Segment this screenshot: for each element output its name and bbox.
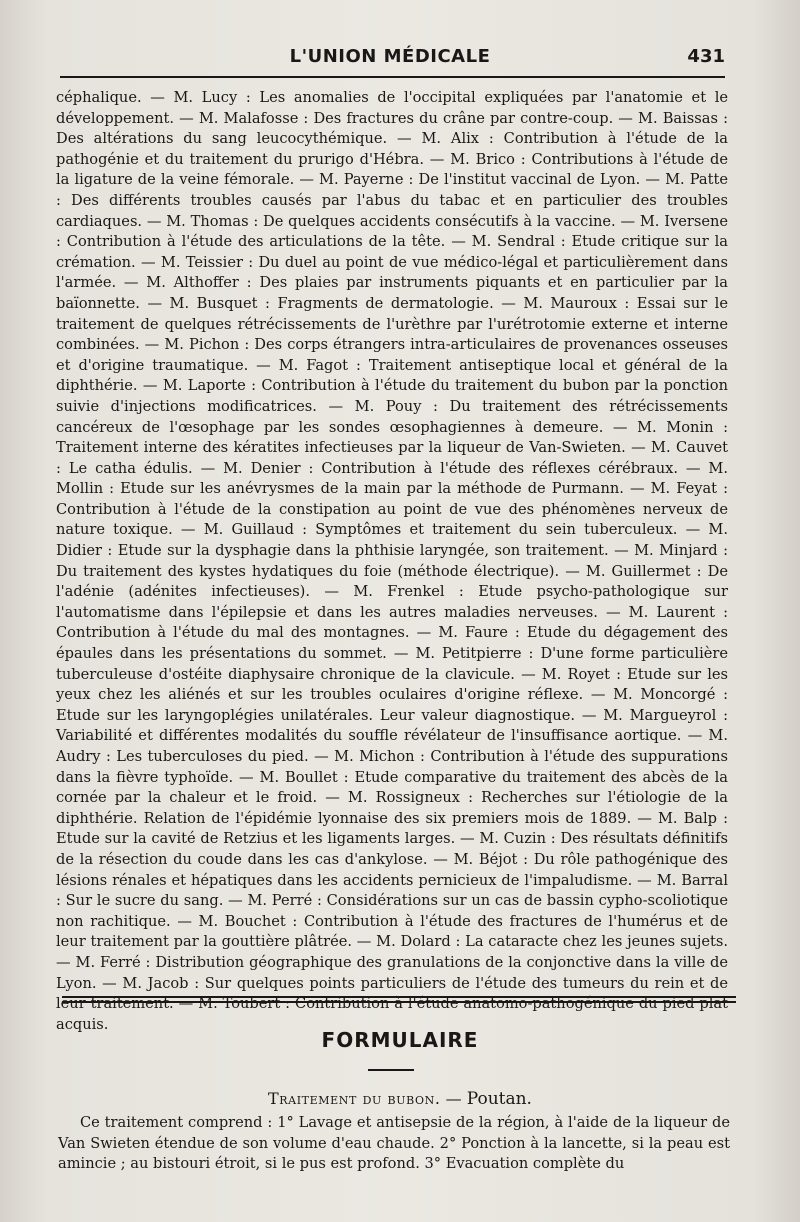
title-underline	[368, 1069, 414, 1071]
thesis-list-paragraph: céphalique. — M. Lucy : Les anomalies de l'occipital expliquées par l'anatomie et le développement. — M. Malafosse : Des fractures du crâne par contre-coup. — M. Baissas : Des altérations du sang leucocythémique. — M. Alix : Contribution à l'étude de la pathogénie et du traitement du prurigo d'Hébra. — M. Brico : Contributions à l'étude de la ligature de la veine fémorale. — M. Payerne : De l'institut vaccinal de Lyon. — M. Patte : Des différents troubles causés par l'abus du tabac et en particulier des troubles cardiaques. — M. Thomas : De quelques accidents consécutifs à la vaccine. — M. Iversene : Contribution à l'étude des articulations de la tête. — M. Sendral : Etude critique sur la crémation. — M. Teissier : Du duel au point de vue médico-légal et particulièrement dans l'armée. — M. Althoffer : Des plaies par instruments piquants et en particulier par la baïonnette. — M. Busquet : Fragments de dermatologie. — M. Mauroux : Essai sur le traitement de quelques rétrécissements de l'urèthre par l'urétrotomie externe et interne combinées. — M. Pichon : Des corps étrangers intra-articulaires de provenances osseuses et d'origine traumatique. — M. Fagot : Traitement antiseptique local et général de la diphthérie. — M. Laporte : Contribution à l'étude du traitement du bubon par la ponction suivie d'injections modificatrices. — M. Pouy : Du traitement des rétrécissements cancéreux de l'œsophage par les sondes œsophagiennes à demeure. — M. Monin : Traitement interne des kératites infectieuses par la liqueur de Van-Swieten. — M. Cauvet : Le catha édulis. — M. Denier : Contribution à l'étude des réflexes cérébraux. — M. Mollin : Etude sur les anévrysmes de la main par la méthode de Purmann. — M. Feyat : Contribution à l'étude de la constipation au point de vue des phénomènes nerveux de nature toxique. — M. Guillaud : Symptômes et traitement du sein tuberculeux. — M. Didier : Etude sur la dysphagie dans la phthisie laryngée, son traitement. — M. Minjard : Du traitement des kystes hydatiques du foie (méthode électrique). — M. Guillermet : De l'adénie (adénites infectieuses). — M. Frenkel : Etude psycho-pathologique sur l'automatisme dans l'épilepsie et dans les autres maladies nerveuses. — M. Laurent : Contribution à l'étude du mal des montagnes. — M. Faure : Etude du dégagement des épaules dans les présentations du sommet. — M. Petitpierre : D'une forme particulière tuberculeuse d'ostéite diaphysaire chronique de la clavicule. — M. Royet : Etude sur les yeux chez les aliénés et sur les troubles oculaires d'origine réflexe. — M. Moncorgé : Etude sur les laryngoplégies unilatérales. Leur valeur diagnostique. — M. Margueyrol : Variabilité et différentes modalités du souffle révélateur de l'insuffisance aortique. — M. Audry : Les tuberculoses du pied. — M. Michon : Contribution à l'étude des suppurations dans la fièvre typhoïde. — M. Boullet : Etude comparative du traitement des abcès de la cornée par la chaleur et le froid. — M. Rossigneux : Recherches sur l'étiologie de la diphthérie. Relation de l'épidémie lyonnaise des six premiers mois de 1889. — M. Balp : Etude sur la cavité de Retzius et les ligaments larges. — M. Cuzin : Des résultats définitifs de la résection du coude dans les cas d'ankylose. — M. Béjot : Du rôle pathogénique des lésions rénales et hépatiques dans les accidents pernicieux de l'impaludisme. — M. Barral : Sur le sucre du sang. — M. Perré : Considérations sur un cas de bassin cypho-scoliotique non rachitique. — M. Bouchet : Contribution à l'étude des fractures de l'humérus et de leur traitement par la gouttière plâtrée. — M. Dolard : La cataracte chez les jeunes sujets. — M. Ferré : Distribution géographique des granulations de la conjonctive dans la ville de Lyon. — M. Jacob : Sur quelques points particuliers de l'étude des tumeurs du rein et de leur traitement. — M. Toubert : Contribution à l'étude anatomo-pathogénique du pied plat acquis.	[56, 89, 728, 1033]
recipe-text: Ce traitement comprend : 1° Lavage et antisepsie de la région, à l'aide de la liqueur de Van Swieten étendue de son volume d'eau chaude. 2° Ponction à la lancette, si la peau est amincie ; au bistouri étroit, si le pus est profond. 3° Evacuation complète du	[58, 1114, 730, 1173]
recipe-title: Traitement du bubon.	[268, 1089, 441, 1108]
recipe-heading	[0, 1089, 800, 1109]
section-title: FORMULAIRE	[321, 1028, 479, 1052]
page-number: 431	[687, 46, 725, 67]
page-header	[55, 46, 725, 72]
recipe-dash: —	[445, 1089, 462, 1108]
header-rule	[60, 76, 725, 78]
running-title: L'UNION MÉDICALE	[289, 46, 491, 67]
recipe-author: Poutan.	[466, 1089, 532, 1109]
section-divider-bottom	[62, 1001, 736, 1003]
section-divider-top	[62, 996, 736, 998]
